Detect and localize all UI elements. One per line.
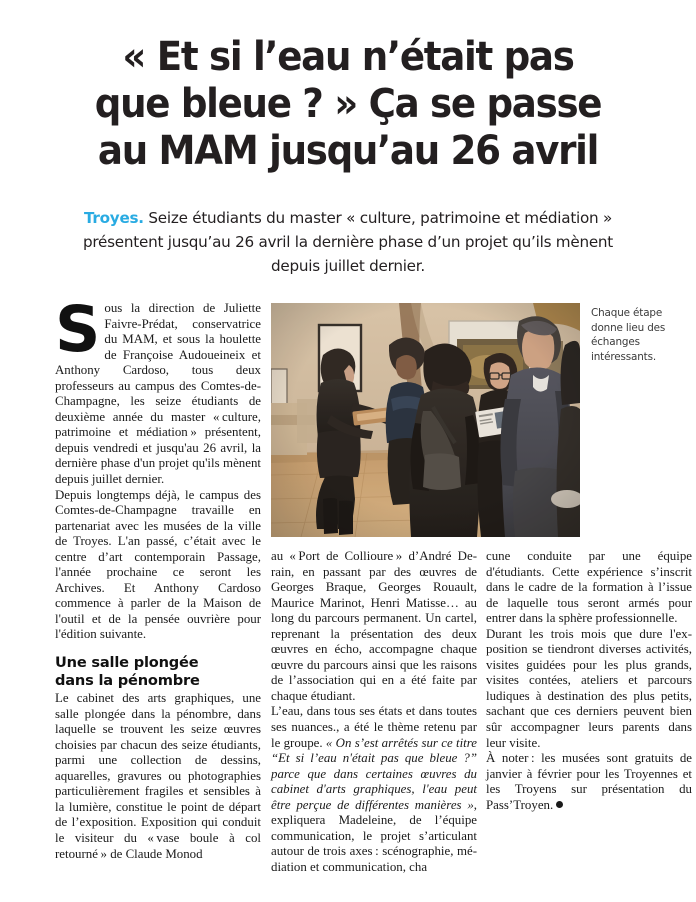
paragraph <box>55 691 261 862</box>
paragraph <box>486 549 692 627</box>
body-column-3 <box>486 549 692 813</box>
standfirst <box>78 206 618 278</box>
paragraph-text: , expliquera Madeleine, de l’équipe communication, le projet s’articulant autour de trois axes : scénographie, médiation et communication, cha <box>271 797 477 874</box>
page-headline <box>43 34 653 175</box>
section-subheading <box>55 654 261 689</box>
paragraph <box>55 293 261 488</box>
paragraph-text: au « Port de Collioure » d’André Derain, en passant par des œuvres de Georges Braque, Georges Rouault, Maurice Marinot, Henri Matisse… au long du parcours permanent. Un cartel, reprenant la présentation des deux œuvres en écho, accompagne chaque œuvre du parcours ainsi que les raisons de l’association qui en a été faite par chaque étudiant. <box>271 549 477 703</box>
pull-quote: « On s’est arrêtés sur ce titre “Et si l’eau n'était pas que bleue ?” parce que dans certaines œuvres du cabinet d'arts graphiques, l'eau peut être perçue de différentes manières » <box>271 735 477 812</box>
paragraph <box>486 627 692 751</box>
photo-caption: Chaque étape donne lieu des échanges intéressants. <box>591 307 666 363</box>
paragraph-text: Le cabinet des arts graphiques, une salle plongée dans la pénombre, dans laquelle se trouvent les seize œuvres choisies par chacun des seize étudiants, parmi une collection de dessins, aquarelles, gravures ou photographies particulièrement fragiles et sensibles à la lumière, constitue le point de départ de l’exposition. Exposition qui conduit le visiteur du « vase boule à col retourné » de Claude Monod <box>55 691 261 861</box>
paragraph-text: cune conduite par une équipe d'étudiants. Cette expérience s’inscrit dans le cadre de la formation à l’issue de laquelle tous seront armés pour entrer dans la sphère professionnelle. <box>486 549 692 626</box>
subheading-line-1: Une salle plongée <box>55 654 199 672</box>
subheading-line-2: dans la pénombre <box>55 671 200 689</box>
headline-line-2: que bleue ? » Ça se passe <box>94 81 602 127</box>
paragraph-text: Depuis longtemps déjà, le campus des Comtes-de-Champagne travaille en partenariat avec les musées de la ville de Troyes. L'an passé, c’était avec le centre d’art contemporain Passage, l'année prochaine ce seront les Archives. Et Anthony Cardoso commence à parler de la Maison de l'outil et de la pensée ouvrière pour l'édition suivante. <box>55 487 261 642</box>
paragraph-text: ous la direction de Juliette Faivre-Prédat, conservatrice du MAM, et sous la houlette de Françoise Audoueineix et Anthony Cardoso, tous deux professeurs au campus des Comtes-de-Champagne, les seize étudiants de deuxième année du master « culture, patrimoine et médiation » présentent, depuis vendredi et jusqu'au 26 avril, la dernière phase d'un projet qu'ils mènent depuis juillet dernier. <box>55 301 261 487</box>
drop-cap: S <box>55 293 101 366</box>
body-column-2 <box>271 549 477 875</box>
article-photo <box>271 303 580 537</box>
end-of-article-mark <box>556 801 563 808</box>
paragraph-text: Durant les trois mois que dure l'exposition se tiendront diverses activités, visites guidées pour les plus grands, visites contées, ateliers et parcours ludiques à destination des plus petits, sachant que ces derniers peuvent bien sûr accompagner leurs parents dans leur visite. <box>486 626 692 750</box>
standfirst-text: Seize étudiants du master « culture, patrimoine et médiation » présentent jusqu’au 26 avril la dernière phase d’un projet qu’ils mènent depuis juillet dernier. <box>83 209 613 275</box>
headline-line-3: au MAM jusqu’au 26 avril <box>97 128 599 174</box>
paragraph <box>486 751 692 813</box>
headline-line-1: « Et si l’eau n’était pas <box>122 34 574 80</box>
body-column-1 <box>55 293 261 862</box>
paragraph <box>271 704 477 875</box>
paragraph <box>55 488 261 643</box>
paragraph-text: L’eau, dans tous ses états et dans toutes ses nuances., a été le thème retenu par le groupe. <box>271 704 477 750</box>
paragraph-text: À noter : les musées sont gratuits de janvier à février pour les Troyennes et les Troyens sur présentation du Pass’Troyen. <box>486 751 692 812</box>
paragraph <box>271 549 477 704</box>
dateline-city: Troyes. <box>83 209 144 227</box>
